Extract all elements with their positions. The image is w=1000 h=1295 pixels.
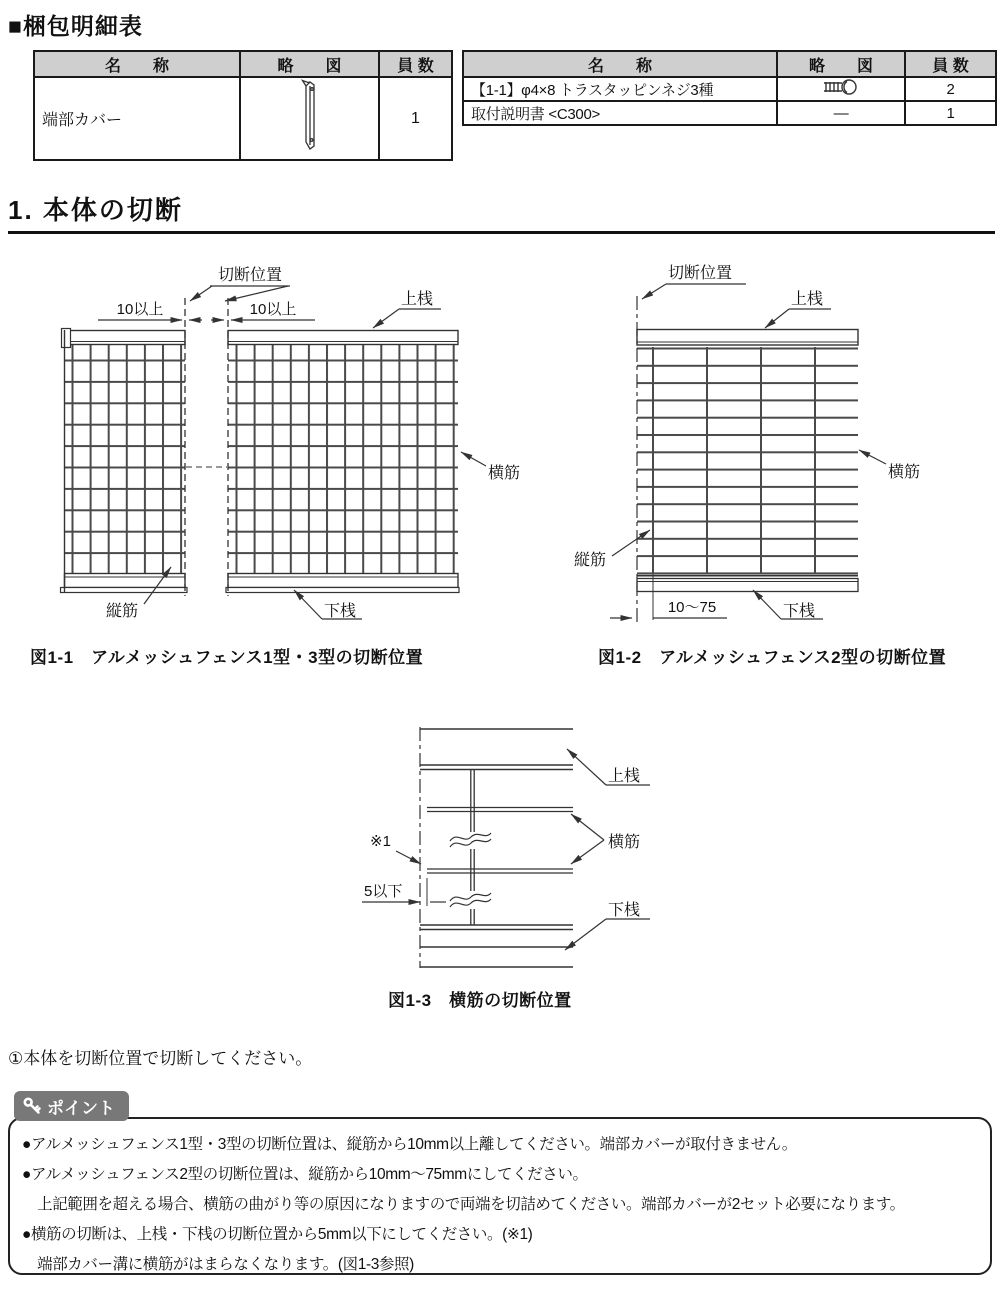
dim-range-label: 10～75 [667,599,717,616]
dim-max5-label: 5以下 [364,883,403,900]
screw-icon [820,78,862,96]
figure-1-2-diagram [560,250,1000,675]
point-line: 上記範囲を超える場合、横筋の曲がり等の原因になりますので両端を切詰めてください。端部カバーが2セット必要になります。 [22,1196,905,1213]
part-sketch-cell [777,77,905,101]
section-heading: 1. 本体の切断 [8,195,183,225]
bottom-rail [420,925,573,967]
horizontal-bar-label: 横筋 [888,464,921,481]
table-row [463,101,996,125]
col-header-sketch: 略 図 [777,51,905,77]
point-line: ●横筋の切断は、上桟・下桟の切断位置から5mm以下にしてください。(※1) [22,1226,533,1243]
figure-caption-1-2: 図1-2 アルメッシュフェンス2型の切断位置 [598,648,947,667]
point-line: 端部カバー溝に横筋がはまらなくなります。(図1-3参照) [22,1256,414,1273]
point-badge-label: ポイント [47,1098,115,1118]
table-row [463,77,996,101]
part-sketch-dash: ― [777,101,905,125]
horizontal-wires [427,808,573,874]
mesh-panel [637,330,858,592]
col-header-name: 名 称 [463,51,777,77]
bottom-rail-label: 下桟 [608,902,641,919]
table-row [34,77,452,160]
part-qty: 1 [379,77,452,160]
part-name: 取付説明書 <C300> [463,101,777,125]
step-instruction: ①本体を切断位置で切断してください。 [8,1049,313,1068]
dim-10min-right-label: 10以上 [249,301,297,318]
figure-1-3-diagram [340,715,685,995]
top-rail [420,729,573,770]
section-rule [8,231,995,234]
note-ref-label: ※1 [370,833,391,850]
horizontal-bar-label: 横筋 [608,834,641,851]
figure-1-1-diagram [40,250,540,675]
cut-lines [185,298,228,596]
cut-position-label: 切断位置 [668,265,733,282]
bottom-rail-label: 下桟 [783,603,816,620]
horizontal-bar-label: 横筋 [488,465,521,482]
point-box-content [10,1130,986,1280]
top-rail-label: 上桟 [608,768,641,785]
figure-caption-1-1: 図1-1 アルメッシュフェンス1型・3型の切断位置 [30,648,424,667]
packing-list-heading: ■梱包明細表 [8,13,143,39]
col-header-qty: 員 数 [379,51,452,77]
col-header-name: 名 称 [34,51,240,77]
top-rail-label: 上桟 [791,291,824,308]
part-name: 【1-1】φ4×8 トラスタッピンネジ3種 [463,77,777,101]
col-header-qty: 員 数 [905,51,996,77]
key-icon [22,1096,42,1116]
vertical-bar-label: 縦筋 [574,552,607,569]
mesh-panel-right [226,331,459,593]
leader-lines [362,749,650,950]
point-badge [14,1091,129,1121]
dim-10min-left-label: 10以上 [116,301,164,318]
part-qty: 1 [905,101,996,125]
part-qty: 2 [905,77,996,101]
top-rail-label: 上桟 [401,291,434,308]
bottom-rail-label: 下桟 [324,603,357,620]
col-header-sketch: 略 図 [240,51,379,77]
part-sketch-cell [240,77,379,160]
packing-table-left [33,50,453,161]
cut-position-label: 切断位置 [217,267,283,284]
vertical-bar-label: 縦筋 [106,603,139,620]
mesh-panel-left [61,329,188,593]
point-line: ●アルメッシュフェンス1型・3型の切断位置は、縦筋から10mm以上離してください。端部カバーが取付きません。 [22,1136,797,1153]
part-name: 端部カバー [34,77,240,160]
figure-caption-1-3: 図1-3 横筋の切断位置 [388,991,572,1010]
end-cover-post-icon [296,78,324,154]
packing-table-right [462,50,997,126]
point-line: ●アルメッシュフェンス2型の切断位置は、縦筋から10mm～75mmにしてください。 [22,1166,588,1183]
